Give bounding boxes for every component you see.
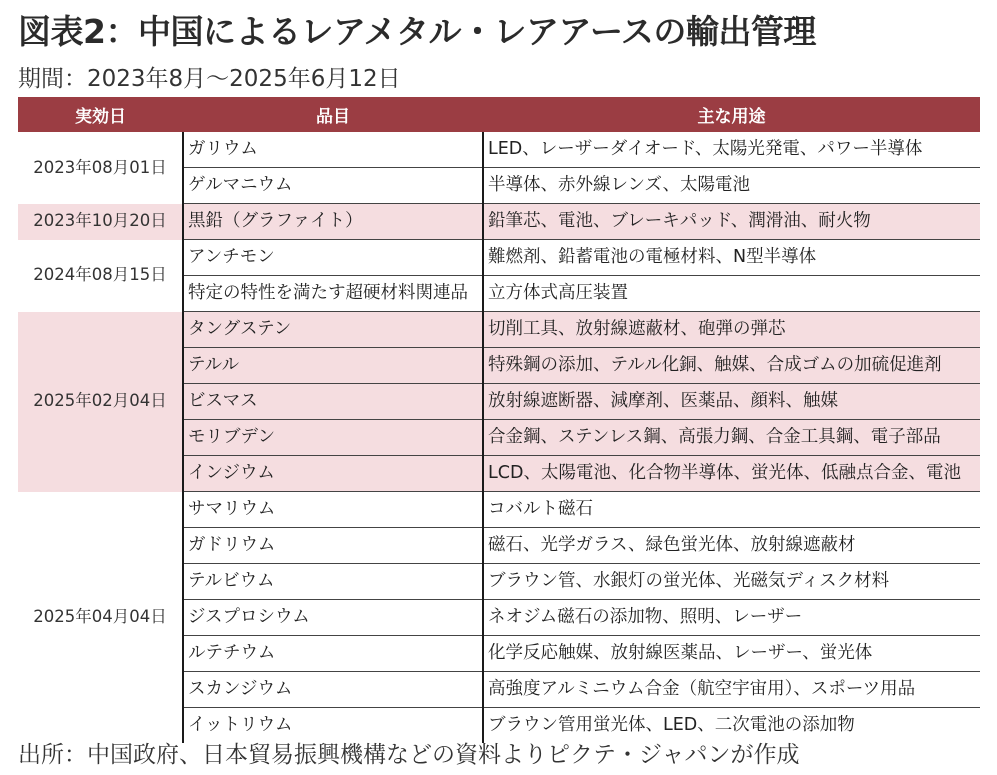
use-cell: 化学反応触媒、放射線医薬品、レーザー、蛍光体 bbox=[483, 636, 980, 672]
item-cell: ゲルマニウム bbox=[183, 168, 483, 204]
item-cell: テルビウム bbox=[183, 564, 483, 600]
use-cell: 鉛筆芯、電池、ブレーキパッド、潤滑油、耐火物 bbox=[483, 204, 980, 240]
item-cell: ビスマス bbox=[183, 384, 483, 420]
header-use: 主な用途 bbox=[483, 97, 980, 132]
table-header-row bbox=[18, 97, 980, 132]
item-cell: スカンジウム bbox=[183, 672, 483, 708]
use-cell: 切削工具、放射線遮蔽材、砲弾の弾芯 bbox=[483, 312, 980, 348]
use-cell: 合金鋼、ステンレス鋼、高張力鋼、合金工具鋼、電子部品 bbox=[483, 420, 980, 456]
use-cell: ブラウン管、水銀灯の蛍光体、光磁気ディスク材料 bbox=[483, 564, 980, 600]
use-cell: LCD、太陽電池、化合物半導体、蛍光体、低融点合金、電池 bbox=[483, 456, 980, 492]
use-cell: 高強度アルミニウム合金（航空宇宙用）、スポーツ用品 bbox=[483, 672, 980, 708]
use-cell: 特殊鋼の添加、テルル化銅、触媒、合成ゴムの加硫促進剤 bbox=[483, 348, 980, 384]
item-cell: ガリウム bbox=[183, 132, 483, 168]
effective-date-cell: 2024年08月15日 bbox=[33, 265, 167, 285]
table-row bbox=[18, 312, 980, 348]
header-date: 実効日 bbox=[18, 97, 183, 132]
table-row bbox=[18, 132, 980, 168]
use-cell: 立方体式高圧装置 bbox=[483, 276, 980, 312]
effective-date-cell: 2025年02月04日 bbox=[18, 312, 183, 492]
item-cell: イットリウム bbox=[183, 708, 483, 744]
item-cell: ジスプロシウム bbox=[183, 600, 483, 636]
table-body bbox=[18, 132, 980, 743]
item-cell: 黒鉛（グラファイト） bbox=[183, 204, 483, 240]
table-row bbox=[18, 240, 980, 276]
item-cell: テルル bbox=[183, 348, 483, 384]
period-label: 期間：2023年8月～2025年6月12日 bbox=[18, 66, 401, 92]
effective-date-cell: 2025年04月04日 bbox=[33, 607, 167, 626]
use-cell: ブラウン管用蛍光体、LED、二次電池の添加物 bbox=[488, 714, 855, 735]
item-cell: ルテチウム bbox=[183, 636, 483, 672]
effective-date-cell: 2023年10月20日 bbox=[18, 204, 183, 240]
table-row bbox=[18, 492, 980, 528]
use-cell: ネオジム磁石の添加物、照明、レーザー bbox=[483, 600, 980, 636]
use-cell: 難燃剤、鉛蓄電池の電極材料、N型半導体 bbox=[483, 240, 980, 276]
use-cell: 半導体、赤外線レンズ、太陽電池 bbox=[483, 168, 980, 204]
item-cell: モリブデン bbox=[183, 420, 483, 456]
use-cell: LED、レーザーダイオード、太陽光発電、パワー半導体 bbox=[483, 132, 980, 168]
header-item: 品目 bbox=[183, 97, 483, 132]
item-cell: インジウム bbox=[183, 456, 483, 492]
item-cell: ガドリウム bbox=[183, 528, 483, 564]
item-cell: アンチモン bbox=[183, 240, 483, 276]
table-row bbox=[18, 204, 980, 240]
use-cell: コバルト磁石 bbox=[483, 492, 980, 528]
use-cell: 放射線遮断器、減摩剤、医薬品、顔料、触媒 bbox=[483, 384, 980, 420]
item-cell: 特定の特性を満たす超硬材料関連品 bbox=[183, 276, 483, 312]
effective-date-cell: 2023年08月01日 bbox=[33, 157, 167, 177]
item-cell: タングステン bbox=[183, 312, 483, 348]
source-note: 出所：中国政府、日本貿易振興機構などの資料よりピクテ・ジャパンが作成 bbox=[18, 742, 800, 768]
use-cell: 磁石、光学ガラス、緑色蛍光体、放射線遮蔽材 bbox=[483, 528, 980, 564]
item-cell: サマリウム bbox=[183, 492, 483, 528]
export-control-table bbox=[18, 97, 980, 743]
chart-title: 図表2：中国によるレアメタル・レアアースの輸出管理 bbox=[18, 12, 816, 51]
